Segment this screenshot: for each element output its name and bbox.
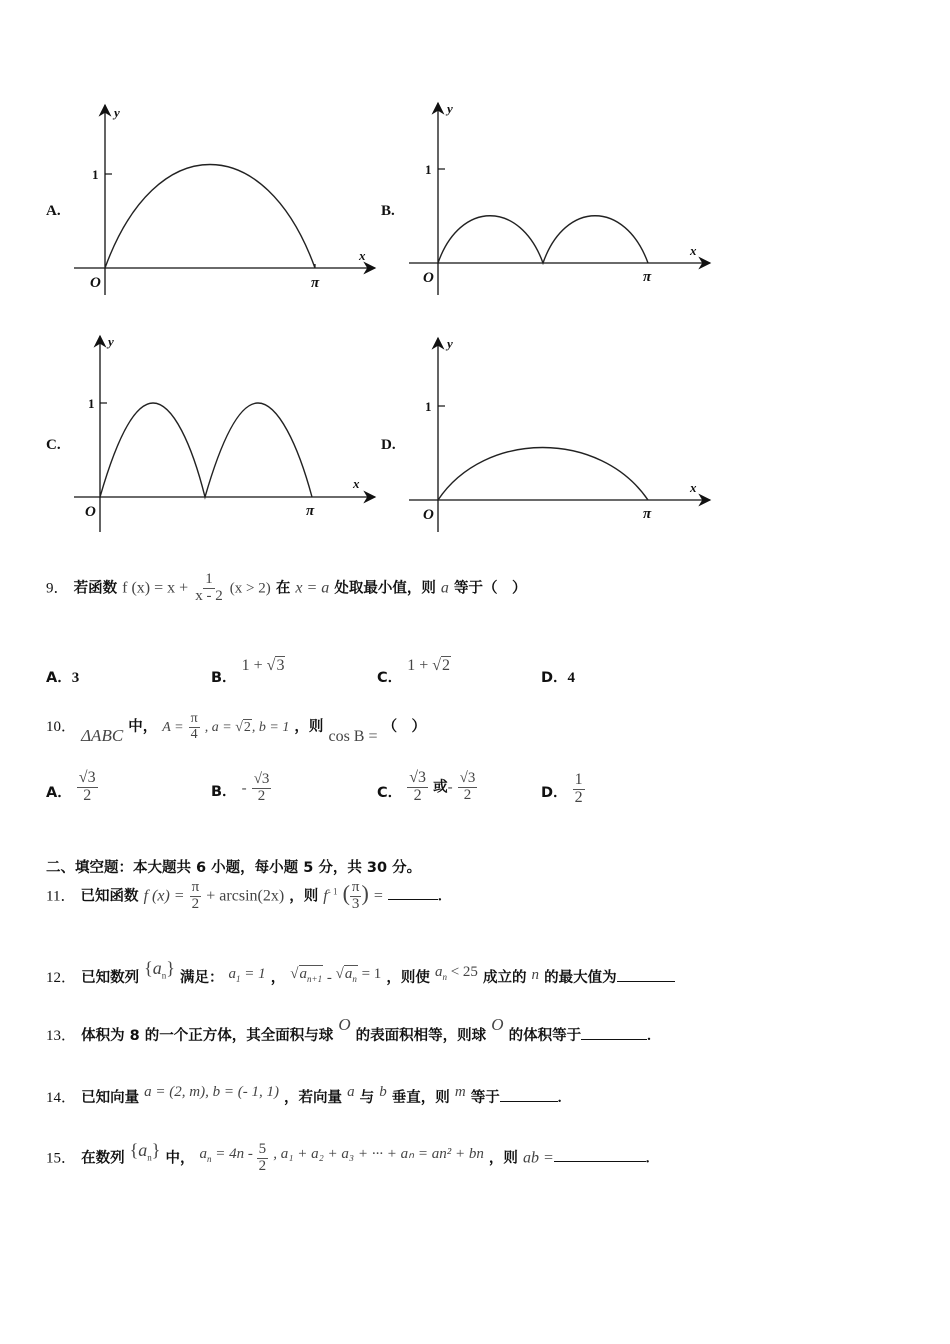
curve-b: [438, 216, 648, 263]
question-13: 13． 体积为 8 的一个正方体，其全面积与球 O 的表面积相等，则球 O 的体积等于 .: [46, 1015, 651, 1044]
axis-x-label: x: [359, 248, 366, 263]
tick-x-label: π: [643, 269, 652, 285]
q9-option-c[interactable]: C． 1 + √2: [377, 657, 451, 686]
question-11: 11． 已知函数 f (x) = $\frac{\pi}{2}$ + arcsin(2x) ，则 $f^{- 1}$ ( $\frac{\pi}{3}$ ) = .: [46, 879, 442, 912]
graph-c: [70, 330, 390, 535]
curve-a: [105, 165, 315, 269]
q10-option-c[interactable]: C． $\frac{√3}{2}$ 或- $\frac{√3}{2}$: [377, 769, 476, 804]
axis-y-label: y: [108, 334, 114, 349]
graph-label-b: B.: [381, 203, 395, 219]
question-15: 15． 在数列 $\{a_n\}$ 中， $a_n = 4n$ - $\frac{5}{2}$ , a₁ + a₂ + a₃ + ··· + aₙ = an² + bn ，则 ab = .: [46, 1140, 650, 1174]
tick-y-label: 1: [88, 396, 95, 411]
graph-label-c: C.: [46, 437, 61, 453]
q10-option-a[interactable]: A． $\frac{√3}{2}$: [46, 769, 96, 804]
axis-y-label: y: [114, 105, 120, 120]
axis-x-label: x: [353, 476, 360, 491]
tick-y-label: 1: [92, 167, 99, 182]
graph-label-a: A.: [46, 203, 61, 219]
answer-blank-11[interactable]: [388, 899, 438, 900]
graph-a: [70, 95, 390, 300]
graph-d: [405, 330, 725, 535]
origin-label: O: [85, 504, 96, 520]
q9-option-b[interactable]: B． 1 + √3: [211, 657, 285, 686]
question-14: 14． 已知向量 a = (2, m), b = (- 1, 1) ，若向量 a 与 b 垂直，则 m 等于 .: [46, 1084, 562, 1106]
curve-c: [100, 403, 312, 497]
tick-x-label: π: [643, 506, 652, 522]
curve-d: [438, 448, 648, 501]
tick-x-label: π: [311, 275, 320, 291]
axis-y-label: y: [447, 101, 453, 116]
tick-x-label: π: [306, 503, 315, 519]
tick-y-label: 1: [425, 399, 432, 414]
answer-blank-12[interactable]: [617, 981, 675, 982]
origin-label: O: [423, 507, 434, 523]
q9-option-d[interactable]: D．4: [541, 670, 576, 686]
q10-option-b[interactable]: B． - $\frac{√3}{2}$: [211, 771, 270, 804]
tick-y-label: 1: [425, 162, 432, 177]
origin-label: O: [90, 275, 101, 291]
axis-y-label: y: [447, 336, 453, 351]
section-heading: 二、填空题：本大题共 6 小题，每小题 5 分，共 30 分。: [46, 860, 422, 876]
answer-blank-15[interactable]: [554, 1161, 646, 1162]
question-9: 9． 若函数 f (x) = x + $\frac{1}{x - 2}$ (x > 2) 在 x = a 处取最小值，则 a 等于（ ）: [46, 571, 527, 604]
q10-option-d[interactable]: D． $\frac{1}{2}$: [541, 771, 583, 806]
graph-label-d: D.: [381, 437, 396, 453]
origin-label: O: [423, 270, 434, 286]
answer-blank-13[interactable]: [581, 1039, 647, 1040]
question-12: 12． 已知数列 $\{a_n\}$ 满足： $a_1 = 1$ ， $√a_{n+1} - √a_n = 1$ ，则使 $a_n < 25$ 成立的 n 的最大值为: [46, 966, 675, 989]
axis-x-label: x: [690, 480, 697, 495]
q9-option-a[interactable]: A．3: [46, 670, 80, 686]
question-10: 10． ΔABC 中， A = $\frac{\pi}{4}$ , a = √2, b = 1 ，则 cos B = （ ）: [46, 711, 427, 746]
graph-b: [405, 95, 725, 300]
answer-blank-14[interactable]: [500, 1101, 558, 1102]
axis-x-label: x: [690, 243, 697, 258]
